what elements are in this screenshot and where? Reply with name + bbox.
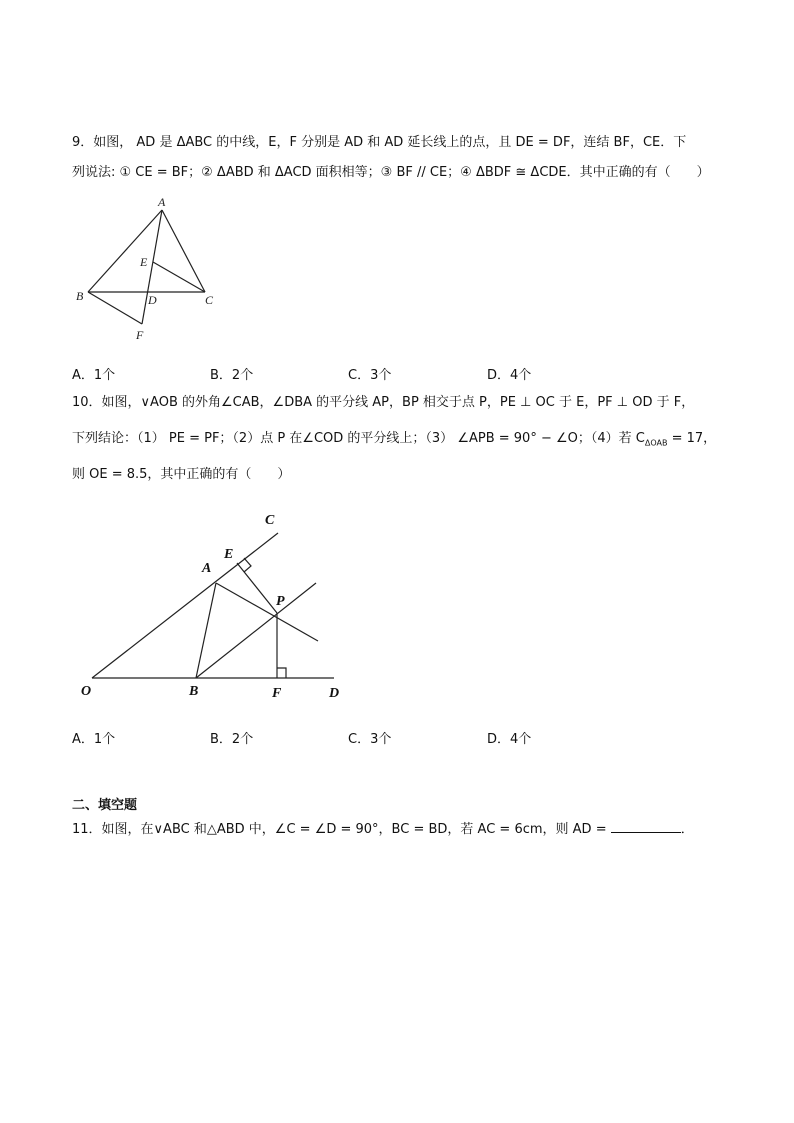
q10-ray-OC bbox=[92, 533, 278, 678]
q10-label-O: O bbox=[81, 684, 92, 699]
q9-label-D: D bbox=[148, 293, 157, 307]
q10-label-E: E bbox=[224, 547, 234, 562]
q10-seg-AB bbox=[196, 583, 216, 678]
q10-label-D: D bbox=[329, 686, 340, 701]
q10-label-F: F bbox=[272, 686, 282, 701]
q9-label-C: C bbox=[205, 293, 214, 307]
q9-stem-line2: 列说法: ① CE = BF；② ΔABD 和 ΔACD 面积相等；③ BF // CE；④ ΔBDF ≅ ΔCDE．其中正确的有（ ） bbox=[72, 165, 710, 180]
q9-figure bbox=[70, 196, 230, 346]
q9-seg-AB bbox=[88, 210, 162, 292]
q10-label-A: A bbox=[202, 561, 212, 576]
q10-option-d[interactable]: D．4个 bbox=[487, 732, 532, 747]
q10-bisector-BP bbox=[196, 583, 316, 678]
q10-right-angle-F bbox=[277, 668, 286, 678]
q9-seg-BF bbox=[88, 292, 142, 324]
q10-seg-PE bbox=[237, 563, 277, 613]
q9-option-a[interactable]: A．1个 bbox=[72, 368, 116, 383]
q11-text: 11．如图，在∨ABC 和△ABD 中，∠C = ∠D = 90°，BC = BD，若 AC = 6cm，则 AD = bbox=[72, 822, 611, 837]
q9-option-c[interactable]: C．3个 bbox=[348, 368, 392, 383]
q10-stem-line2-sub: ΔOAB bbox=[644, 438, 668, 448]
q10-figure bbox=[70, 508, 360, 708]
q10-stem-line2-tail: = 17， bbox=[667, 431, 717, 446]
section-heading-fill-in: 二、填空题 bbox=[72, 798, 138, 813]
q11-answer-blank[interactable] bbox=[611, 820, 681, 833]
q9-label-E: E bbox=[140, 255, 148, 269]
q10-stem-line2-main: 下列结论：（1） PE = PF；（2）点 P 在∠COD 的平分线上；（3） ∠APB = 90° − ∠O；（4）若 C bbox=[72, 431, 645, 446]
q10-option-c[interactable]: C．3个 bbox=[348, 732, 392, 747]
q10-option-a[interactable]: A．1个 bbox=[72, 732, 116, 747]
q10-bisector-AP bbox=[216, 583, 318, 641]
q9-label-A: A bbox=[158, 195, 166, 209]
q10-option-b[interactable]: B．2个 bbox=[210, 732, 254, 747]
q10-stem-line3: 则 OE = 8.5，其中正确的有（ ） bbox=[72, 467, 291, 482]
q10-stem-line2 bbox=[72, 430, 716, 453]
q9-stem-line1: 9．如图， AD 是 ΔABC 的中线，E，F 分别是 AD 和 AD 延长线上的点，且 DE = DF，连结 BF，CE．下 bbox=[72, 135, 687, 150]
q9-option-d[interactable]: D．4个 bbox=[487, 368, 532, 383]
q9-label-F: F bbox=[136, 328, 144, 342]
q10-label-P: P bbox=[276, 594, 285, 609]
q10-label-C: C bbox=[265, 513, 275, 528]
q10-label-B: B bbox=[189, 684, 199, 699]
q11-tail: ． bbox=[680, 822, 694, 837]
q11-stem bbox=[72, 820, 694, 839]
q9-option-b[interactable]: B．2个 bbox=[210, 368, 254, 383]
q10-stem-line1: 10．如图，∨AOB 的外角∠CAB，∠DBA 的平分线 AP，BP 相交于点 P，PE ⊥ OC 于 E，PF ⊥ OD 于 F， bbox=[72, 395, 695, 410]
q9-label-B: B bbox=[76, 289, 84, 303]
q10-right-angle-E bbox=[244, 558, 251, 572]
